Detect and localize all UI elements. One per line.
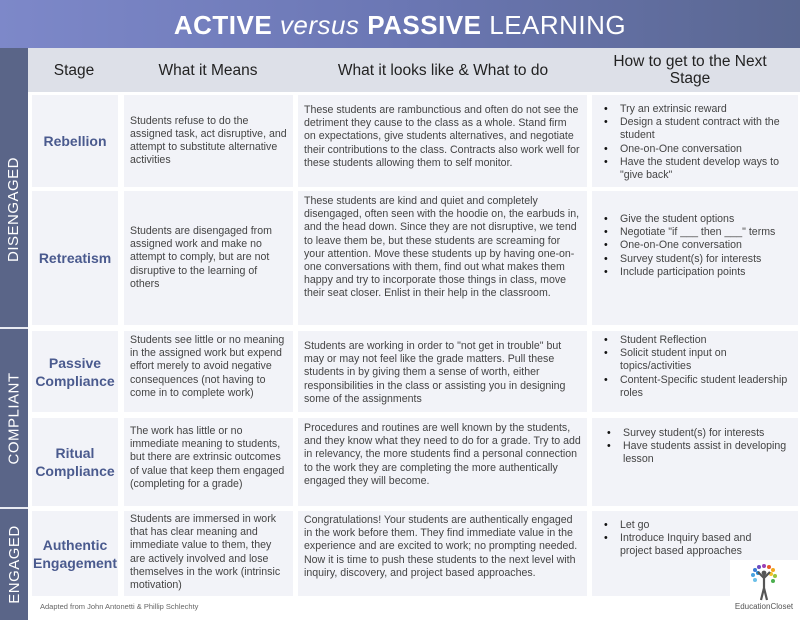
next-item: • Negotiate "if ___ then ___" terms	[598, 226, 792, 239]
category-label: COMPLIANT	[5, 371, 23, 465]
stage-rebellion: Rebellion	[32, 95, 118, 187]
title-versus: versus	[279, 10, 360, 40]
means-text: The work has little or no immediate meaning to students, but there are extrinsic outcomes of value that keep them engaged (completing for a grade)	[130, 425, 285, 490]
next-item: • One-on-One conversation	[598, 143, 792, 156]
means-cell	[124, 331, 293, 412]
header-looks-like: What it looks like & What to do	[337, 61, 549, 79]
stage-passive-compliance: Passive Compliance	[32, 331, 118, 412]
looks-text: Congratulations! Your students are authentically engaged in the work before them. They find immediate value in the experience and are excited to work; no prompting needed. Now it is time to push these students to the next level with inquiry, discovery, and project based approaches.	[304, 514, 578, 579]
category-label: DISENGAGED	[5, 156, 23, 263]
looks-cell	[298, 191, 587, 325]
stage-authentic-engagement: Authentic Engagement	[32, 511, 118, 596]
looks-text: These students are rambunctious and often do not see the detriment they cause to the class as a whole. Stand firm on expectations, give students alternatives, and negotiate their contributions to the class. Contracts also work well for these students allowing them to self monitor.	[304, 104, 580, 169]
next-item: • Let go	[598, 519, 768, 532]
means-cell	[124, 418, 293, 506]
title-active: ACTIVE	[173, 10, 273, 40]
next-item: • Student Reflection	[598, 334, 792, 347]
tree-logo-icon	[747, 562, 781, 602]
means-text: Students refuse to do the assigned task, act disruptive, and attempt to substitute alternative activities	[130, 114, 287, 167]
next-item: • Try an extrinsic reward	[598, 103, 792, 116]
header-next-stage: How to get to the Next Stage	[613, 53, 767, 87]
looks-cell	[298, 418, 587, 506]
attribution: Adapted from John Antonetti & Phillip Schlechty	[40, 602, 199, 611]
title-learning: LEARNING	[489, 10, 627, 40]
next-item: • Solicit student input on topics/activities	[598, 347, 792, 373]
category-disengaged	[0, 92, 28, 327]
looks-cell	[298, 331, 587, 412]
means-text: Students are disengaged from assigned work and make no attempt to comply, but are not disruptive to the learning of others	[130, 224, 272, 290]
looks-text: Procedures and routines are well known by the students, and they know what they need to do for a grade. Try to add in relevancy, the more students find a personal connection to the work they are completing the more authentically engaged they will become.	[304, 422, 581, 487]
header-means: What it Means	[158, 61, 258, 79]
next-cell	[592, 95, 798, 187]
next-item: • Include participation points	[598, 266, 792, 279]
next-item: • Design a student contract with the student	[598, 116, 792, 142]
next-item: • Introduce Inquiry based and project based approaches	[598, 532, 768, 558]
next-item: • Have students assist in developing lesson	[601, 440, 792, 466]
category-label: ENGAGED	[5, 525, 23, 604]
next-item: • Give the student options	[598, 213, 792, 226]
next-cell	[592, 418, 798, 506]
looks-text: Students are working in order to "not get in trouble" but may or may not feel like the grade matters. Pull these students in by giving them a sense of worth, either responsibilities in the class or assisting you in designing some of the assignments	[304, 340, 566, 405]
means-cell	[124, 511, 293, 596]
next-cell	[592, 331, 798, 412]
next-item: • Content-Specific student leadership roles	[598, 374, 792, 400]
looks-text: These students are kind and quiet and completely disengaged, often seen with the hoodie on, the earbuds in, and the head down. Since they are not disruptive, we tend to leave them be, but these students are screaming for your attention. Move these students up by having one-on-one conversations with them, find out what makes them happy and try to incorporate those things in class, move their seat closer. Enlist in their help in the classroom.	[304, 195, 580, 300]
next-item: • Have the student develop ways to "give back"	[598, 156, 792, 182]
next-cell	[592, 191, 798, 325]
means-text: Students are immersed in work that has clear meaning and immediate value to them, they are actively involved and lose themselves in the work (intrinsic motivation)	[130, 513, 281, 592]
stage-retreatism: Retreatism	[32, 191, 118, 325]
looks-cell	[298, 95, 587, 187]
next-item: • One-on-One conversation	[598, 239, 792, 252]
educationcloset-logo	[730, 560, 798, 616]
means-cell	[124, 191, 293, 325]
looks-cell	[298, 511, 587, 596]
next-item: • Survey student(s) for interests	[601, 427, 792, 440]
category-compliant	[0, 329, 28, 507]
category-engaged	[0, 509, 28, 620]
page-title	[0, 0, 800, 48]
title-passive: PASSIVE	[367, 10, 482, 40]
next-item: • Survey student(s) for interests	[598, 253, 792, 266]
logo-text: EducationCloset	[734, 602, 794, 611]
stage-ritual-compliance: Ritual Compliance	[32, 418, 118, 506]
header-stage: Stage	[53, 61, 95, 79]
means-text: Students see little or no meaning in the assigned work but expend effort merely to avoid negative consequences (not having to come in to complete work)	[130, 334, 285, 399]
means-cell	[124, 95, 293, 187]
